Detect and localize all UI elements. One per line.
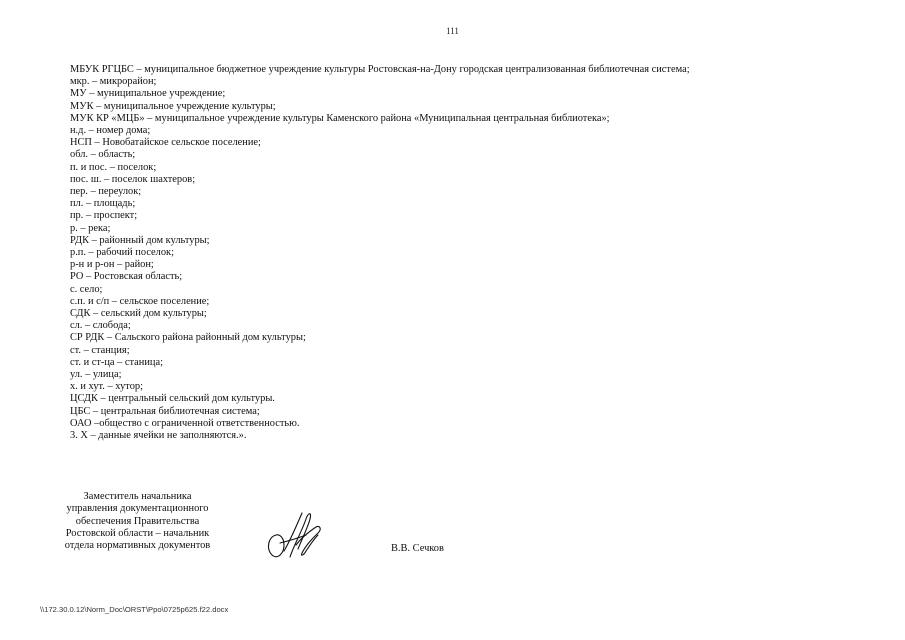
abbreviation-item: обл. – область; bbox=[70, 149, 136, 161]
abbreviation-item: пл. – площадь; bbox=[70, 198, 136, 210]
signatory-position-block bbox=[40, 491, 235, 552]
abbreviation-item: ЦБС – центральная библиотечная система; bbox=[70, 405, 260, 417]
abbreviation-item: РО – Ростовская область; bbox=[70, 271, 183, 283]
abbreviation-item: н.д. – номер дома; bbox=[70, 125, 151, 137]
abbreviation-list bbox=[70, 64, 880, 442]
file-path-footer: \\172.30.0.12\Norm_Doc\ORST\Ppo\0725p625.f22.docx bbox=[40, 605, 229, 614]
abbreviation-item: ОАО –общество с ограниченной ответственностью. bbox=[70, 417, 300, 429]
abbreviation-item: СР РДК – Сальского района районный дом культуры; bbox=[70, 332, 306, 344]
abbreviation-item: р-н и р-он – район; bbox=[70, 259, 154, 271]
abbreviation-item: РДК – районный дом культуры; bbox=[70, 234, 210, 246]
abbreviation-item: МУК – муниципальное учреждение культуры; bbox=[70, 100, 276, 112]
abbreviation-item: ст. и ст-ца – станица; bbox=[70, 356, 163, 368]
abbreviation-item: пос. ш. – поселок шахтеров; bbox=[70, 173, 196, 185]
abbreviation-item: р.п. – рабочий поселок; bbox=[70, 247, 174, 259]
abbreviation-item: х. и хут. – хутор; bbox=[70, 381, 143, 393]
abbreviation-item: ул. – улица; bbox=[70, 369, 122, 381]
abbreviation-item: СДК – сельский дом культуры; bbox=[70, 308, 207, 320]
signer-name: В.В. Сечков bbox=[391, 543, 444, 554]
signatory-position-line: обеспечения Правительства bbox=[75, 515, 200, 527]
abbreviation-item: НСП – Новобатайское сельское поселение; bbox=[70, 137, 261, 149]
abbreviation-item: сл. – слобода; bbox=[70, 320, 131, 332]
abbreviation-item: р. – река; bbox=[70, 222, 111, 234]
abbreviation-item: ЦСДК – центральный сельский дом культуры. bbox=[70, 393, 275, 405]
abbreviation-item: п. и пос. – поселок; bbox=[70, 161, 157, 173]
abbreviation-item: МУ – муниципальное учреждение; bbox=[70, 88, 226, 100]
signatory-position-line: Заместитель начальника bbox=[83, 491, 192, 502]
abbreviation-item: мкр. – микрорайон; bbox=[70, 76, 157, 88]
signatory-position-line: Ростовской области – начальник bbox=[65, 527, 210, 539]
signatory-position-line: управления документационного bbox=[66, 503, 209, 515]
abbreviation-item: МУК КР «МЦБ» – муниципальное учреждение культуры Каменского района «Муниципальная центральная библиотека»; bbox=[70, 112, 610, 124]
signatory-position-line: отдела нормативных документов bbox=[64, 540, 211, 552]
abbreviation-item: с. село; bbox=[70, 283, 103, 295]
handwritten-signature bbox=[262, 505, 328, 563]
abbreviation-item: пр. – проспект; bbox=[70, 210, 138, 222]
abbreviation-item: ст. – станция; bbox=[70, 344, 130, 356]
abbreviation-item: с.п. и с/п – сельское поселение; bbox=[70, 295, 210, 307]
page-number: 111 bbox=[446, 26, 459, 36]
abbreviation-item: МБУК РГЦБС – муниципальное бюджетное учреждение культуры Ростовская-на-Дону городская централизованная библиотечная система; bbox=[70, 64, 690, 75]
abbreviation-item: 3. Х – данные ячейки не заполняются.». bbox=[70, 430, 247, 442]
abbreviation-item: пер. – переулок; bbox=[70, 186, 142, 198]
